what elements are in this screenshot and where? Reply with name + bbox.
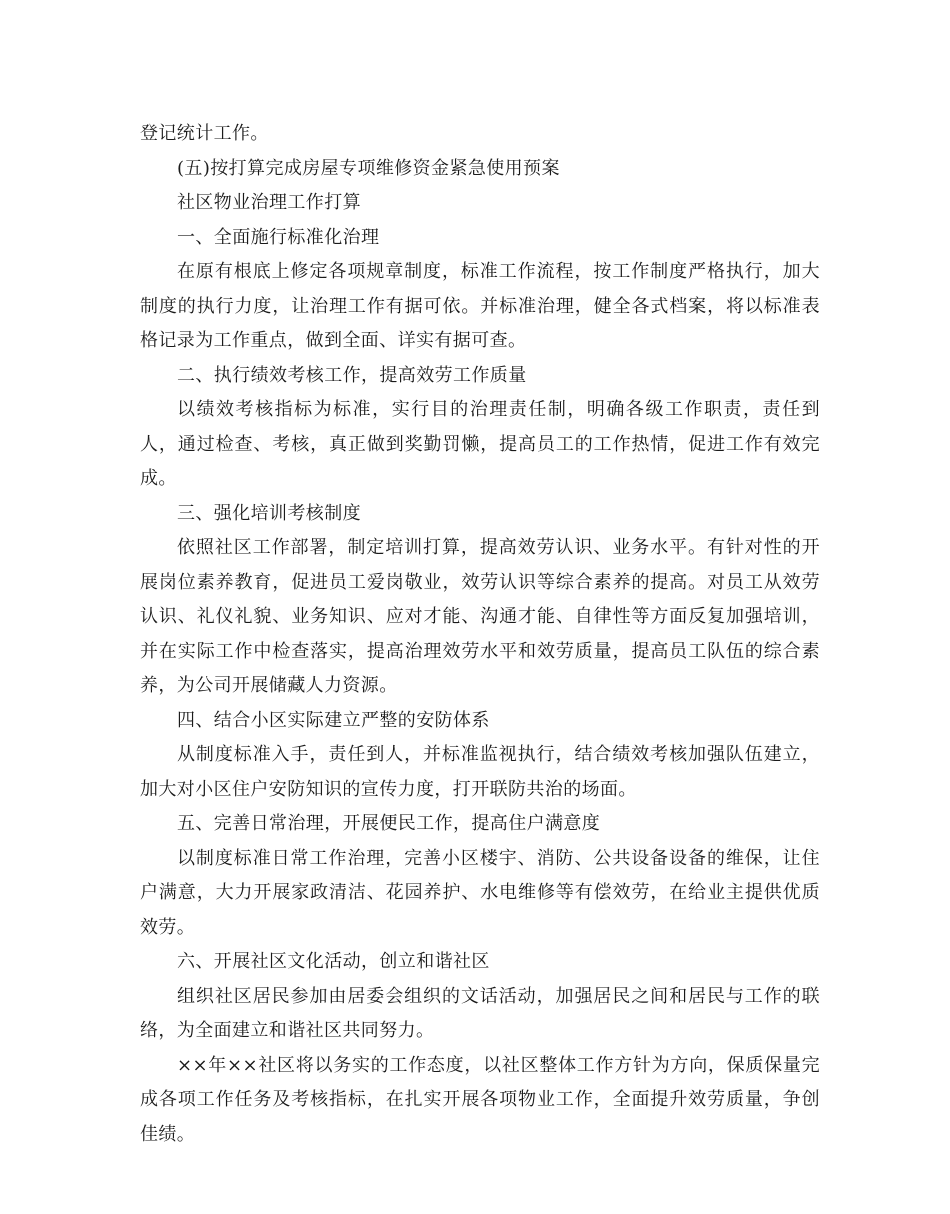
body-paragraph: 组织社区居民参加由居委会组织的文话活动，加强居民之间和居民与工作的联络，为全面建立和谐社区共同努力。 (140, 985, 820, 1041)
section-heading: 六、开展社区文化活动，创立和谐社区 (177, 951, 490, 972)
document-title: 社区物业治理工作打算 (177, 192, 361, 213)
body-paragraph: 依照社区工作部署，制定培训打算，提高效劳认识、业务水平。有针对性的开展岗位素养教育，促进员工爱岗敬业，效劳认识等综合素养的提高。对员工从效劳认识、礼仪礼貌、业务知识、应对才能、沟通才能、自律性等方面反复加强培训，并在实际工作中检查落实，提高治理效劳水平和效劳质量，提高员工队伍的综合素养，为公司开展储藏人力资源。 (140, 537, 820, 696)
section-heading: 五、完善日常治理，开展便民工作，提高住户满意度 (177, 813, 601, 834)
body-paragraph: 以绩效考核指标为标准，实行目的治理责任制，明确各级工作职责，责任到人，通过检查、考核，真正做到奖勤罚懒，提高员工的工作热情，促进工作有效完成。 (140, 399, 820, 489)
document-body (140, 117, 820, 1152)
body-paragraph: 从制度标准入手，责任到人，并标准监视执行，结合绩效考核加强队伍建立，加大对小区住户安防知识的宣传力度，打开联防共治的场面。 (140, 744, 820, 800)
section-heading: (五)按打算完成房屋专项维修资金紧急使用预案 (177, 157, 560, 179)
section-heading: 三、强化培训考核制度 (177, 502, 361, 524)
section-heading: 二、执行绩效考核工作，提高效劳工作质量 (177, 364, 527, 386)
body-paragraph: 登记统计工作。 (140, 123, 269, 144)
section-heading: 一、全面施行标准化治理 (177, 226, 380, 248)
section-heading: 四、结合小区实际建立严整的安防体系 (177, 709, 490, 731)
body-paragraph: 在原有根底上修定各项规章制度，标准工作流程，按工作制度严格执行，加大制度的执行力度，让治理工作有据可依。并标准治理，健全各式档案，将以标准表格记录为工作重点，做到全面、详实有据可查。 (140, 261, 820, 351)
body-paragraph: 以制度标准日常工作治理，完善小区楼宇、消防、公共设备设备的维保，让住户满意，大力开展家政清洁、花园养护、水电维修等有偿效劳，在给业主提供优质效劳。 (140, 847, 820, 938)
closing-paragraph: ××年××社区将以务实的工作态度，以社区整体工作方针为方向，保质保量完成各项工作任务及考核指标，在扎实开展各项物业工作，全面提升效劳质量，争创佳绩。 (140, 1054, 820, 1145)
